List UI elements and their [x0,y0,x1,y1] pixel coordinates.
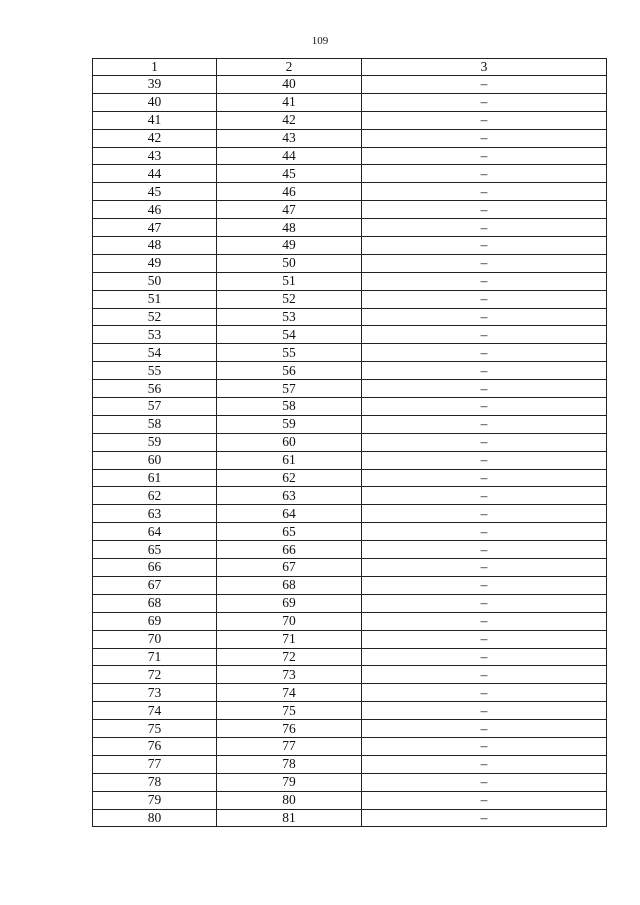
table-cell-col-2: 63 [217,487,362,505]
table-cell-col-1: 66 [93,559,217,577]
table-row [93,505,607,523]
table-row [93,487,607,505]
table-cell-col-1: 56 [93,380,217,398]
table-cell-col-2: 68 [217,576,362,594]
table-cell-col-3: – [362,755,607,773]
table-cell-col-3: – [362,219,607,237]
table-row [93,76,607,94]
table-cell-col-1: 48 [93,237,217,255]
table-cell-col-3: – [362,541,607,559]
table-cell-col-1: 67 [93,576,217,594]
table-row [93,594,607,612]
table-row [93,559,607,577]
table-row [93,129,607,147]
table-cell-col-1: 63 [93,505,217,523]
table-cell-col-2: 44 [217,147,362,165]
table-cell-col-1: 62 [93,487,217,505]
table-cell-col-1: 65 [93,541,217,559]
table-row [93,737,607,755]
table-cell-col-1: 47 [93,219,217,237]
table-cell-col-1: 78 [93,773,217,791]
table-row [93,720,607,738]
table-cell-col-2: 45 [217,165,362,183]
table-cell-col-1: 71 [93,648,217,666]
column-header-2: 2 [217,59,362,76]
table-row [93,433,607,451]
table-cell-col-3: – [362,559,607,577]
table-cell-col-1: 52 [93,308,217,326]
table-cell-col-2: 76 [217,720,362,738]
table-cell-col-3: – [362,505,607,523]
table-cell-col-3: – [362,594,607,612]
table-cell-col-3: – [362,111,607,129]
table-cell-col-3: – [362,702,607,720]
table-cell-col-1: 74 [93,702,217,720]
table-cell-col-3: – [362,362,607,380]
table-cell-col-1: 73 [93,684,217,702]
table-row [93,308,607,326]
table-cell-col-3: – [362,308,607,326]
table-cell-col-1: 69 [93,612,217,630]
table-cell-col-3: – [362,326,607,344]
table-cell-col-3: – [362,398,607,416]
table-cell-col-3: – [362,791,607,809]
table-cell-col-1: 41 [93,111,217,129]
column-header-1: 1 [93,59,217,76]
table-cell-col-3: – [362,737,607,755]
table-cell-col-1: 46 [93,201,217,219]
table-cell-col-2: 42 [217,111,362,129]
table-cell-col-3: – [362,648,607,666]
table-row [93,684,607,702]
table-header-row [93,59,607,76]
table-cell-col-1: 57 [93,398,217,416]
table-cell-col-2: 61 [217,451,362,469]
table-cell-col-3: – [362,290,607,308]
table-cell-col-2: 48 [217,219,362,237]
table-cell-col-1: 58 [93,415,217,433]
table-cell-col-3: – [362,630,607,648]
table-cell-col-3: – [362,237,607,255]
table-cell-col-3: – [362,129,607,147]
table-cell-col-1: 72 [93,666,217,684]
table-cell-col-2: 46 [217,183,362,201]
table-cell-col-2: 50 [217,254,362,272]
table-cell-col-2: 60 [217,433,362,451]
table-cell-col-2: 62 [217,469,362,487]
table-cell-col-2: 51 [217,272,362,290]
table-row [93,237,607,255]
table-row [93,451,607,469]
table-row [93,648,607,666]
table-cell-col-1: 76 [93,737,217,755]
table-cell-col-3: – [362,523,607,541]
table-row [93,344,607,362]
table-cell-col-2: 43 [217,129,362,147]
column-header-3: 3 [362,59,607,76]
table-cell-col-1: 68 [93,594,217,612]
table-row [93,111,607,129]
table-cell-col-2: 78 [217,755,362,773]
table-row [93,523,607,541]
table-cell-col-1: 59 [93,433,217,451]
table-cell-col-3: – [362,254,607,272]
table-cell-col-2: 55 [217,344,362,362]
table-row [93,380,607,398]
table-cell-col-2: 75 [217,702,362,720]
table-cell-col-2: 79 [217,773,362,791]
table-cell-col-3: – [362,415,607,433]
table-cell-col-3: – [362,93,607,111]
table-row [93,362,607,380]
table-row [93,272,607,290]
table-cell-col-3: – [362,380,607,398]
table-row [93,809,607,827]
table-cell-col-3: – [362,272,607,290]
table-cell-col-3: – [362,487,607,505]
table-cell-col-1: 39 [93,76,217,94]
table-row [93,666,607,684]
table-cell-col-1: 79 [93,791,217,809]
table-cell-col-1: 77 [93,755,217,773]
table-cell-col-3: – [362,201,607,219]
table-row [93,254,607,272]
table-cell-col-1: 45 [93,183,217,201]
table-row [93,541,607,559]
table-cell-col-3: – [362,344,607,362]
table-row [93,165,607,183]
table-cell-col-2: 64 [217,505,362,523]
table-cell-col-3: – [362,666,607,684]
page-number: 109 [311,35,329,47]
table-cell-col-2: 80 [217,791,362,809]
table-cell-col-1: 54 [93,344,217,362]
table-row [93,702,607,720]
table-cell-col-2: 67 [217,559,362,577]
table-row [93,415,607,433]
table-row [93,469,607,487]
table-cell-col-1: 53 [93,326,217,344]
table-cell-col-2: 52 [217,290,362,308]
table-cell-col-1: 64 [93,523,217,541]
table-row [93,791,607,809]
table-cell-col-2: 59 [217,415,362,433]
data-table-container [92,58,606,827]
table-cell-col-1: 49 [93,254,217,272]
table-cell-col-2: 41 [217,93,362,111]
table-cell-col-2: 69 [217,594,362,612]
table-cell-col-3: – [362,469,607,487]
table-cell-col-2: 81 [217,809,362,827]
table-cell-col-1: 50 [93,272,217,290]
table-cell-col-3: – [362,612,607,630]
table-row [93,219,607,237]
table-row [93,630,607,648]
table-row [93,755,607,773]
table-cell-col-2: 74 [217,684,362,702]
table-row [93,576,607,594]
table-cell-col-2: 47 [217,201,362,219]
table-row [93,290,607,308]
table-cell-col-3: – [362,147,607,165]
table-cell-col-3: – [362,773,607,791]
table-cell-col-2: 58 [217,398,362,416]
table-cell-col-2: 70 [217,612,362,630]
table-cell-col-1: 51 [93,290,217,308]
table-cell-col-3: – [362,76,607,94]
table-cell-col-1: 75 [93,720,217,738]
table-row [93,183,607,201]
table-row [93,773,607,791]
table-cell-col-3: – [362,720,607,738]
table-cell-col-2: 77 [217,737,362,755]
table-cell-col-1: 70 [93,630,217,648]
table-cell-col-1: 61 [93,469,217,487]
table-cell-col-2: 71 [217,630,362,648]
table-cell-col-1: 44 [93,165,217,183]
table-cell-col-3: – [362,165,607,183]
data-table [92,58,607,827]
table-cell-col-2: 40 [217,76,362,94]
table-row [93,147,607,165]
table-cell-col-2: 73 [217,666,362,684]
table-cell-col-1: 40 [93,93,217,111]
table-cell-col-3: – [362,451,607,469]
table-cell-col-1: 55 [93,362,217,380]
table-cell-col-1: 43 [93,147,217,165]
table-cell-col-2: 72 [217,648,362,666]
table-row [93,93,607,111]
table-row [93,326,607,344]
table-row [93,612,607,630]
table-cell-col-3: – [362,183,607,201]
table-row [93,398,607,416]
table-body [93,76,607,827]
table-cell-col-3: – [362,809,607,827]
table-cell-col-2: 49 [217,237,362,255]
table-cell-col-1: 60 [93,451,217,469]
table-cell-col-2: 66 [217,541,362,559]
table-cell-col-2: 54 [217,326,362,344]
table-cell-col-1: 80 [93,809,217,827]
table-cell-col-2: 65 [217,523,362,541]
table-cell-col-2: 57 [217,380,362,398]
table-cell-col-2: 56 [217,362,362,380]
table-cell-col-2: 53 [217,308,362,326]
table-cell-col-3: – [362,433,607,451]
table-row [93,201,607,219]
table-cell-col-1: 42 [93,129,217,147]
table-cell-col-3: – [362,576,607,594]
table-cell-col-3: – [362,684,607,702]
